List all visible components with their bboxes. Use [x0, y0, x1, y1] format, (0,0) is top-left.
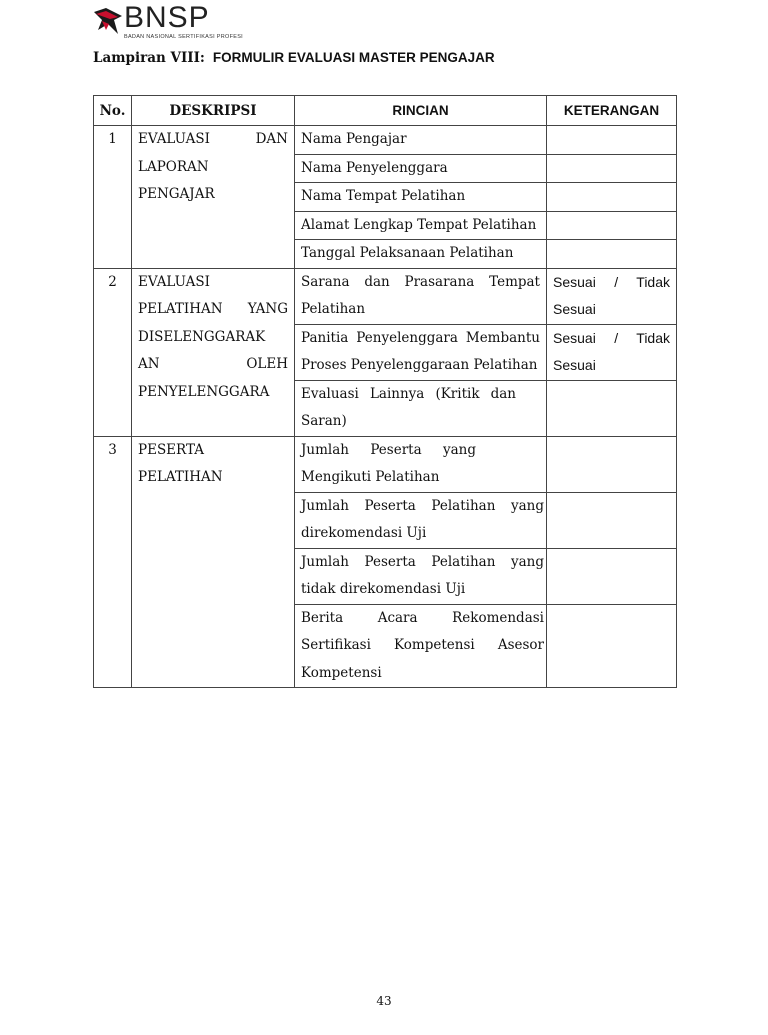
keterangan-cell[interactable]: [547, 154, 677, 183]
logo-subtitle: BADAN NASIONAL SERTIFIKASI PROFESI: [124, 34, 244, 40]
rincian-cell: Jumlah Peserta Pelatihan yang direkomendasi Uji: [295, 492, 547, 548]
rincian-cell: Nama Penyelenggara: [295, 154, 547, 183]
keterangan-cell[interactable]: [547, 126, 677, 155]
rincian-cell: Jumlah Peserta yang Mengikuti Pelatihan: [295, 436, 547, 492]
description-line: EVALUASI: [138, 273, 210, 290]
description-line: PESERTA: [138, 441, 204, 458]
header-keterangan: KETERANGAN: [547, 96, 677, 126]
section-number: 3: [94, 436, 132, 688]
evaluation-table: [93, 95, 677, 688]
keterangan-cell[interactable]: [547, 548, 677, 604]
keterangan-cell[interactable]: [547, 240, 677, 269]
bnsp-emblem-icon: [92, 6, 124, 36]
description-line: EVALUASI DAN: [138, 131, 288, 147]
keterangan-cell[interactable]: Sesuai / Tidak Sesuai: [547, 268, 677, 324]
description-line: LAPORAN: [138, 158, 209, 175]
keterangan-cell[interactable]: [547, 211, 677, 240]
section-description: [132, 126, 295, 269]
keterangan-cell[interactable]: [547, 436, 677, 492]
section-number: 1: [94, 126, 132, 269]
table-row: [94, 126, 677, 155]
rincian-cell: Evaluasi Lainnya (Kritik dan Saran): [295, 380, 547, 436]
rincian-cell: Sarana dan Prasarana Tempat Pelatihan: [295, 268, 547, 324]
page-title: [93, 50, 495, 66]
section-description: [132, 268, 295, 436]
title-label: Lampiran VIII:: [93, 50, 205, 66]
section-number: 2: [94, 268, 132, 436]
rincian-cell: Alamat Lengkap Tempat Pelatihan: [295, 211, 547, 240]
description-line: AN OLEH: [138, 356, 288, 372]
rincian-cell: Nama Pengajar: [295, 126, 547, 155]
description-line: PELATIHAN: [138, 469, 223, 485]
title-text: FORMULIR EVALUASI MASTER PENGAJAR: [212, 50, 495, 65]
description-line: DISELENGGARAK: [138, 328, 266, 345]
section-description: [132, 436, 295, 688]
header-no: No.: [94, 96, 132, 126]
rincian-cell: Panitia Penyelenggara Membantu Proses Penyelenggaraan Pelatihan: [295, 324, 547, 380]
header-deskripsi: DESKRIPSI: [132, 96, 295, 126]
table-row: [94, 268, 677, 324]
description-line: PENGAJAR: [138, 186, 215, 202]
keterangan-cell[interactable]: [547, 183, 677, 212]
rincian-cell: Tanggal Pelaksanaan Pelatihan: [295, 240, 547, 269]
keterangan-cell[interactable]: [547, 492, 677, 548]
description-line: PENYELENGGARA: [138, 383, 270, 400]
description-line: PELATIHAN YANG: [138, 301, 288, 317]
logo-text: BNSP: [124, 1, 210, 34]
header-rincian: RINCIAN: [295, 96, 547, 126]
rincian-cell: Nama Tempat Pelatihan: [295, 183, 547, 212]
keterangan-cell[interactable]: Sesuai / Tidak Sesuai: [547, 324, 677, 380]
keterangan-cell[interactable]: [547, 380, 677, 436]
page-number: 43: [376, 994, 392, 1008]
table-header-row: [94, 96, 677, 126]
bnsp-logo: [92, 1, 244, 44]
keterangan-cell[interactable]: [547, 604, 677, 688]
table-row: [94, 436, 677, 492]
rincian-cell: Jumlah Peserta Pelatihan yang tidak direkomendasi Uji: [295, 548, 547, 604]
rincian-cell: Berita Acara Rekomendasi Sertifikasi Kompetensi Asesor Kompetensi: [295, 604, 547, 688]
